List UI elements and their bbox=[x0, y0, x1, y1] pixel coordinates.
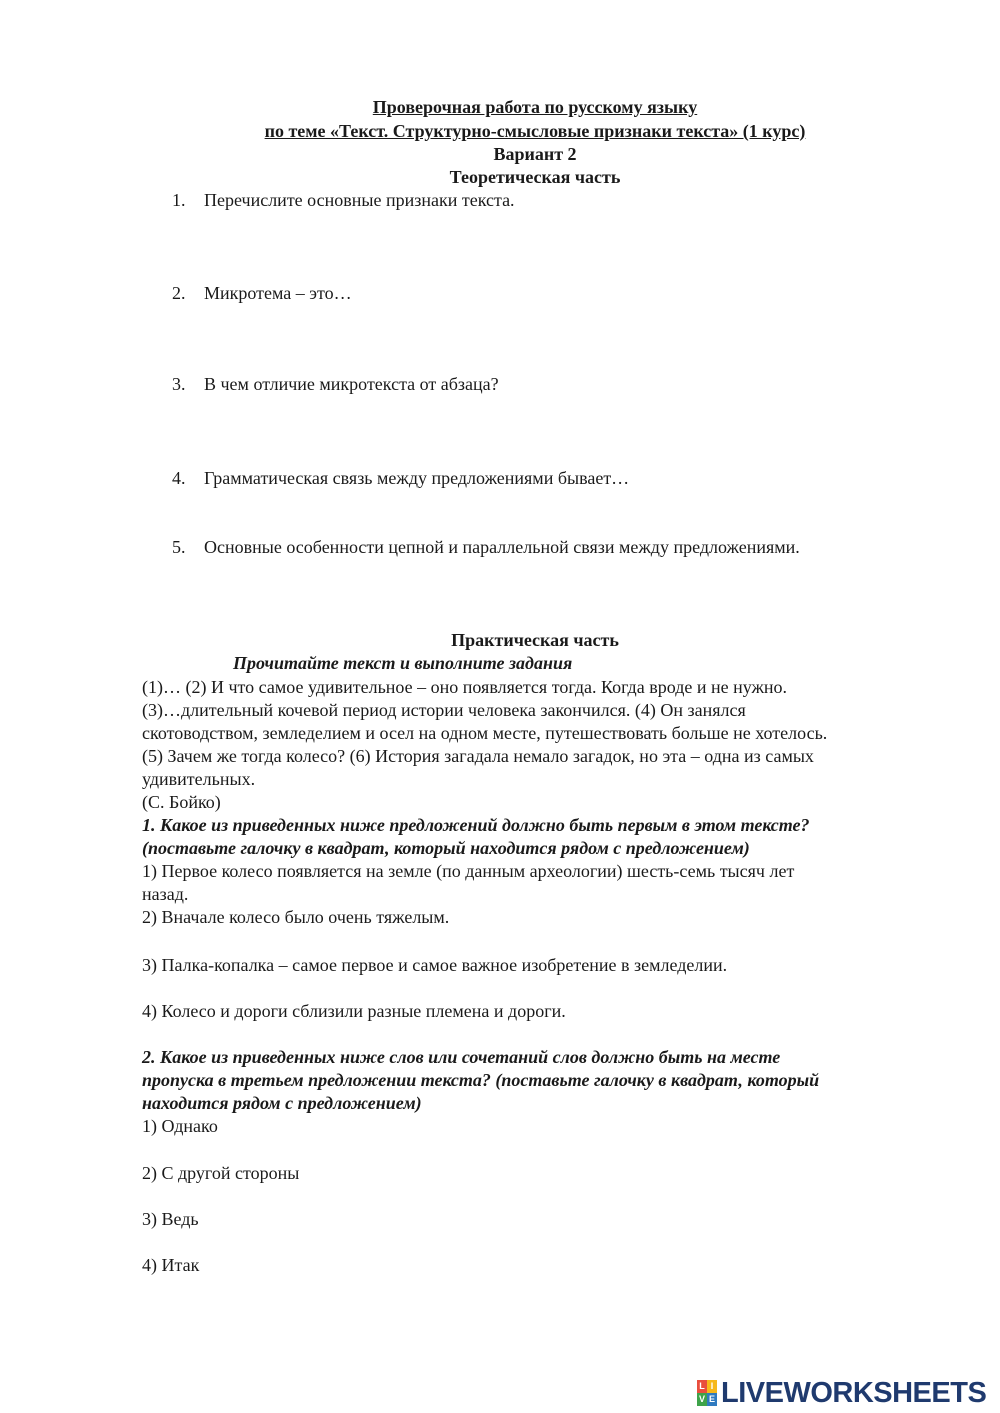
practice-instruction: Прочитайте текст и выполните задания bbox=[233, 653, 573, 673]
logo-mark-letter: L bbox=[697, 1380, 707, 1393]
task-question-line: 1. Какое из приведенных ниже предложений должно быть первым в этом тексте? bbox=[142, 815, 810, 835]
task-1-option-3[interactable]: 3) Палка-копалка – самое первое и самое важное изобретение в земледелии. bbox=[142, 955, 728, 975]
title-line-1: Проверочная работа по русскому языку bbox=[372, 97, 698, 117]
task-2-option-4[interactable]: 4) Итак bbox=[142, 1255, 200, 1275]
question-text: Основные особенности цепной и параллельной связи между предложениями. bbox=[204, 537, 800, 557]
text-line: (1)… (2) И что самое удивительное – оно появляется тогда. Когда вроде и не нужно. bbox=[142, 677, 788, 697]
question-number: 1. bbox=[172, 190, 186, 210]
question-text: Перечислите основные признаки текста. bbox=[204, 190, 515, 210]
liveworksheets-logo-icon bbox=[697, 1380, 717, 1406]
task-question-line: 2. Какое из приведенных ниже слов или сочетаний слов должно быть на месте bbox=[142, 1047, 781, 1067]
question-number: 5. bbox=[172, 537, 186, 557]
question-text: В чем отличие микротекста от абзаца? bbox=[204, 374, 499, 394]
logo-mark-letter: V bbox=[698, 1394, 705, 1404]
logo-mark-letter: E bbox=[708, 1394, 715, 1404]
task-1-option-2[interactable]: 2) Вначале колесо было очень тяжелым. bbox=[142, 907, 450, 927]
task-2-option-3[interactable]: 3) Ведь bbox=[142, 1209, 199, 1229]
liveworksheets-logo bbox=[697, 1378, 986, 1408]
task-1-option-1-cont: назад. bbox=[142, 884, 189, 904]
question-number: 4. bbox=[172, 468, 186, 488]
text-line: скотоводством, земледелием и осел на одном месте, путешествовать больше не хотелось. bbox=[142, 723, 828, 743]
task-question-line: находится рядом с предложением) bbox=[142, 1093, 422, 1113]
text-author: (С. Бойко) bbox=[142, 792, 221, 812]
logo-mark-letter: I bbox=[707, 1380, 717, 1393]
question-text: Грамматическая связь между предложениями бывает… bbox=[204, 468, 630, 488]
question-number: 2. bbox=[172, 283, 186, 303]
text-line: удивительных. bbox=[142, 769, 256, 789]
task-question-line: пропуска в третьем предложении текста? (поставьте галочку в квадрат, который bbox=[142, 1070, 820, 1090]
text-line: (5) Зачем же тогда колесо? (6) История загадала немало загадок, но эта – одна из самых bbox=[142, 746, 814, 766]
logo-text: LIVEWORKSHEETS bbox=[721, 1376, 987, 1409]
variant-label: Вариант 2 bbox=[493, 144, 577, 164]
task-2-option-2[interactable]: 2) С другой стороны bbox=[142, 1163, 300, 1183]
task-1-option-4[interactable]: 4) Колесо и дороги сблизили разные племена и дороги. bbox=[142, 1001, 566, 1021]
task-2-option-1[interactable]: 1) Однако bbox=[142, 1116, 218, 1136]
question-number: 3. bbox=[172, 374, 186, 394]
theory-section-title: Теоретическая часть bbox=[449, 167, 621, 187]
question-text: Микротема – это… bbox=[204, 283, 352, 303]
text-line: (3)…длительный кочевой период истории человека закончился. (4) Он занялся bbox=[142, 700, 746, 720]
task-question-line: (поставьте галочку в квадрат, который находится рядом с предложением) bbox=[142, 838, 750, 858]
title-line-2: по теме «Текст. Структурно-смысловые признаки текста» (1 курс) bbox=[264, 121, 806, 141]
practice-section-title: Практическая часть bbox=[451, 630, 619, 650]
task-1-option-1[interactable]: 1) Первое колесо появляется на земле (по данным археологии) шесть-семь тысяч лет bbox=[142, 861, 795, 881]
